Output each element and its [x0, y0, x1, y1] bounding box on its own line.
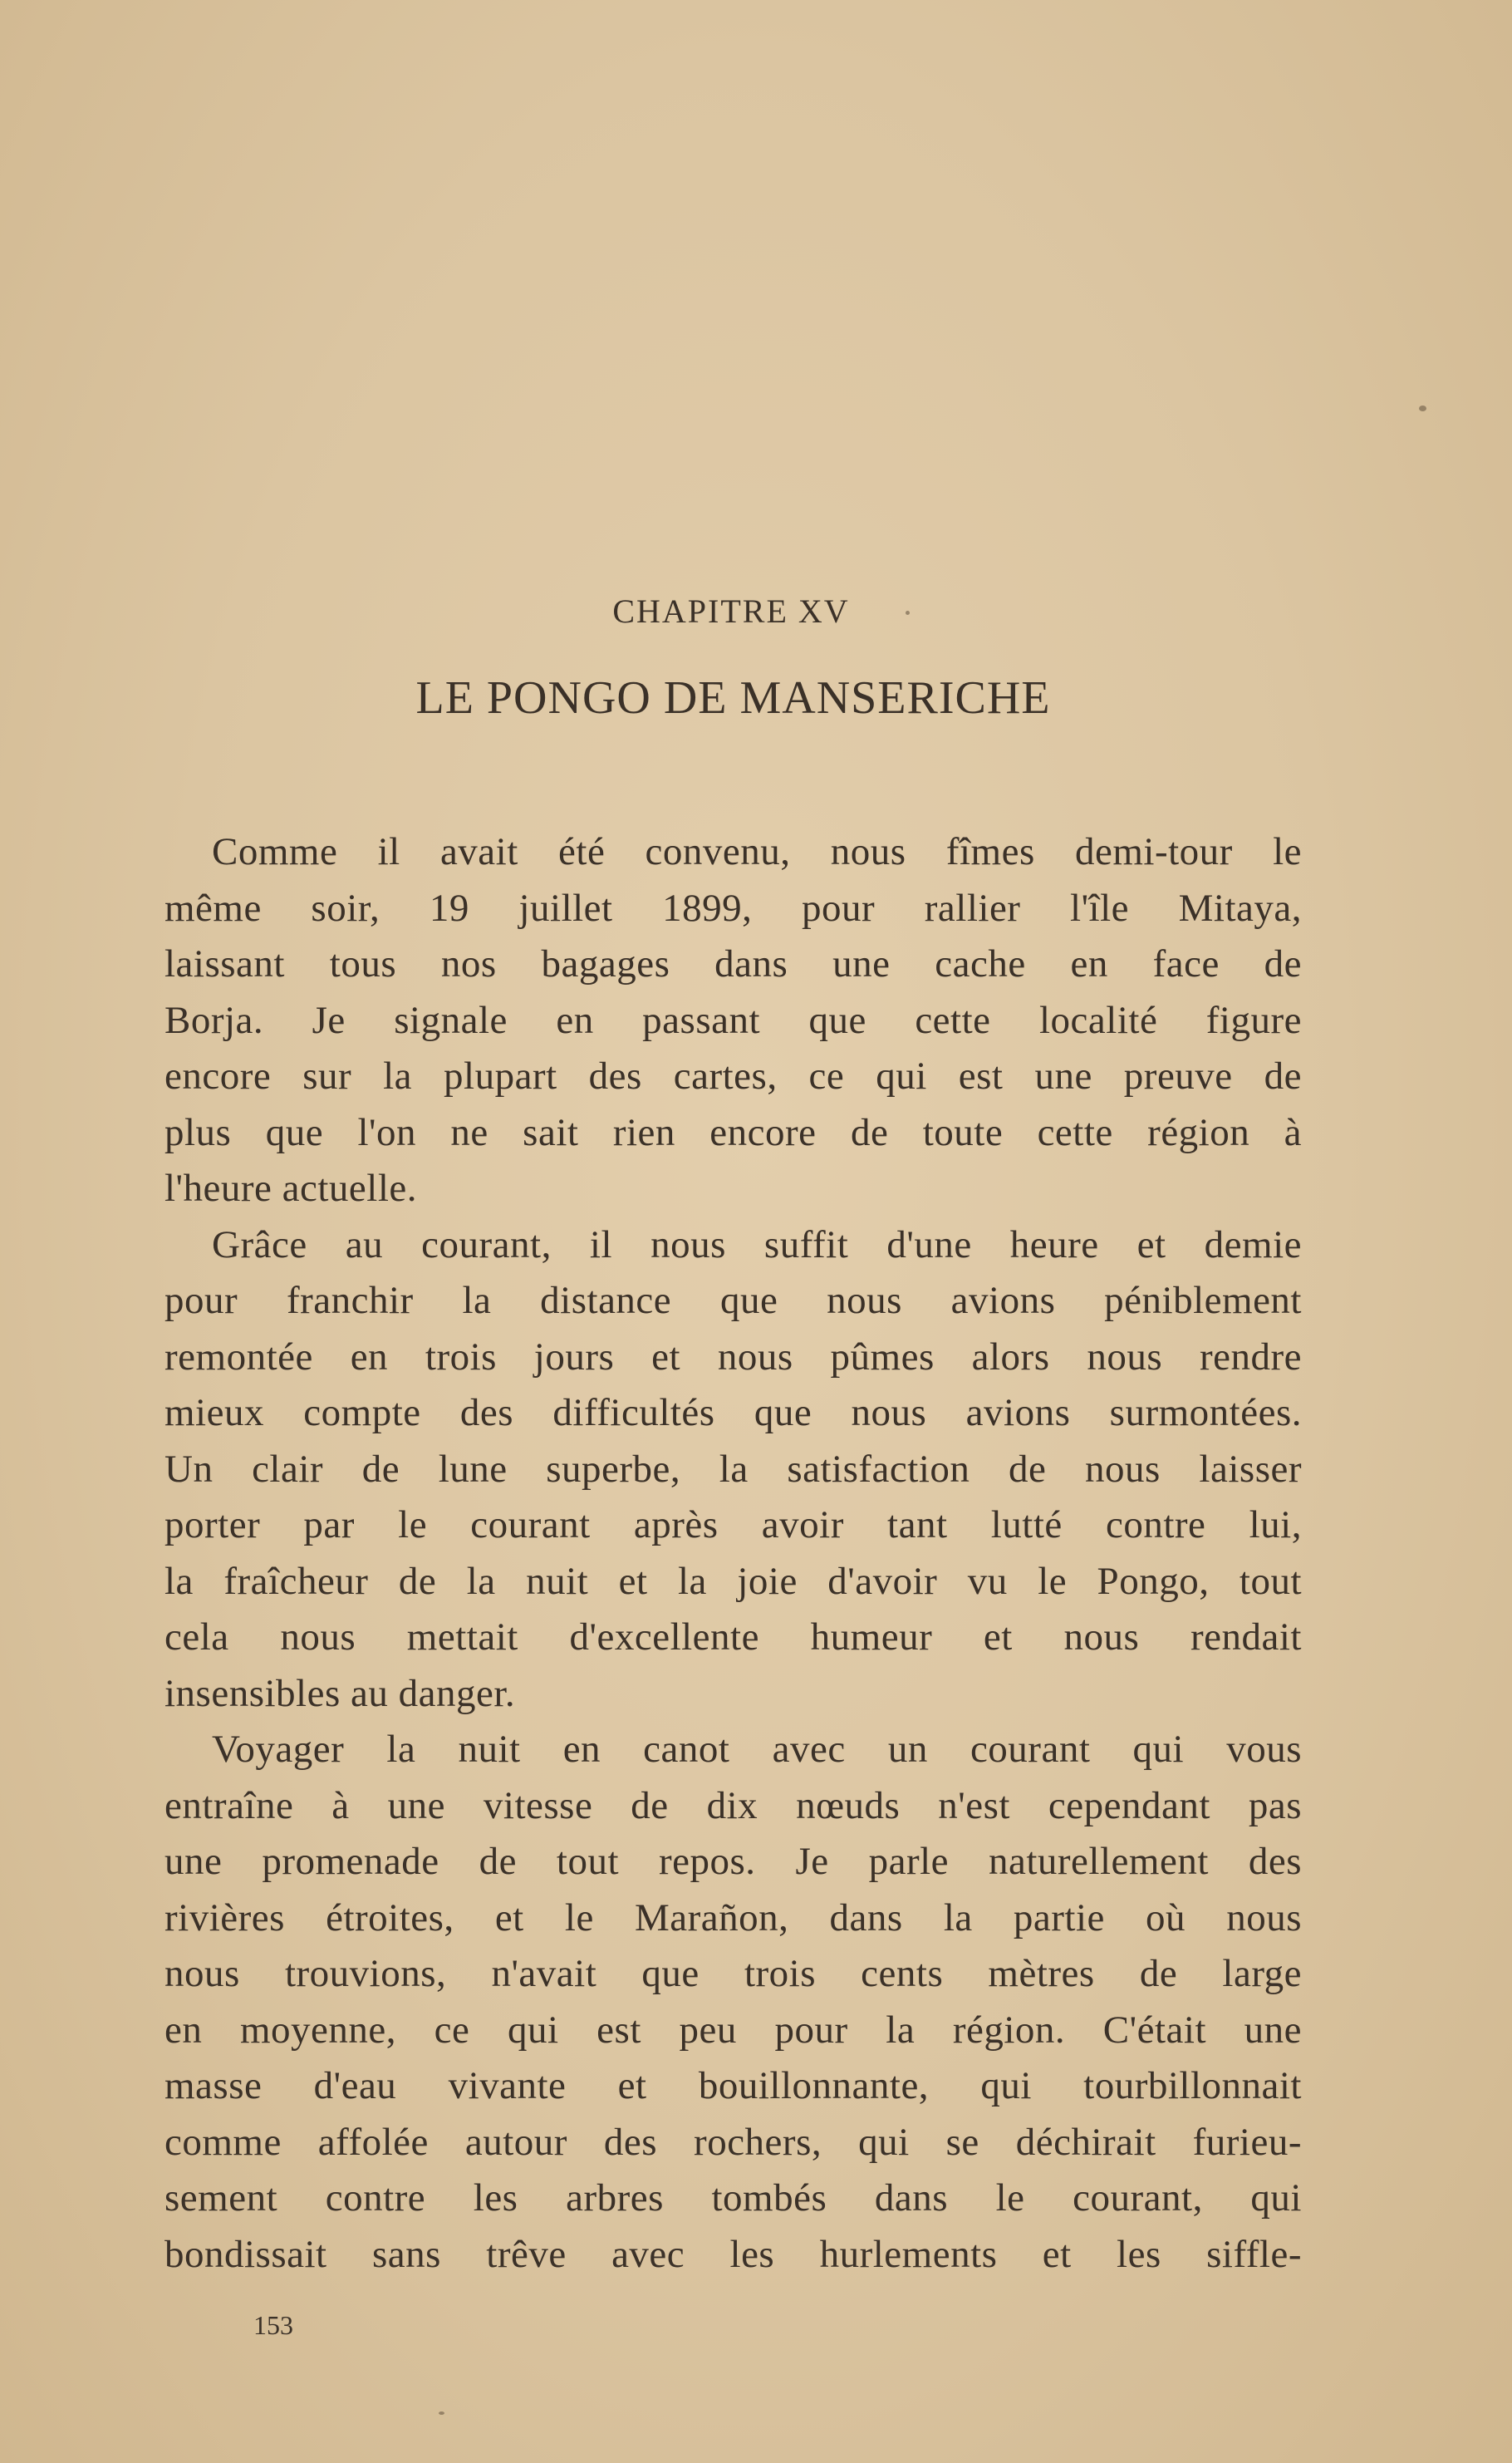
paper-speck [906, 611, 910, 615]
chapter-title: LE PONGO DE MANSERICHE [415, 672, 1051, 724]
body-text [164, 824, 1302, 2283]
text-line: Un clair de lune superbe, la satisfaction de nous laisser [164, 1447, 1302, 1491]
text-line: cela nous mettait d'excellente humeur et nous rendait [164, 1615, 1302, 1659]
text-line: remontée en trois jours et nous pûmes alors nous rendre [164, 1335, 1302, 1379]
paragraph-2 [164, 1217, 1302, 1723]
text-line: Grâce au courant, il nous suffit d'une heure et demie [212, 1222, 1302, 1266]
text-line: l'heure actuelle. [164, 1167, 418, 1210]
text-line: Comme il avait été convenu, nous fîmes demi-tour le [212, 830, 1302, 873]
paper-speck [439, 2411, 444, 2415]
paragraph-3 [164, 1722, 1302, 2283]
text-line: bondissait sans trêve avec les hurlements et les siffle- [164, 2232, 1302, 2276]
text-line: plus que l'on ne sait rien encore de toute cette région à [164, 1110, 1302, 1154]
text-line: comme affolée autour des rochers, qui se déchirait furieu- [164, 2120, 1302, 2164]
text-line: Borja. Je signale en passant que cette localité figure [164, 998, 1302, 1042]
text-line: encore sur la plupart des cartes, ce qui est une preuve de [164, 1055, 1302, 1098]
text-line: pour franchir la distance que nous avions péniblement [164, 1279, 1302, 1322]
text-line: une promenade de tout repos. Je parle naturellement des [164, 1840, 1302, 1883]
text-line: masse d'eau vivante et bouillonnante, qui tourbillonnait [164, 2064, 1302, 2107]
paper-speck [1419, 406, 1426, 411]
text-line: entraîne à une vitesse de dix nœuds n'est cependant pas [164, 1783, 1302, 1827]
text-line: laissant tous nos bagages dans une cache en face de [164, 942, 1302, 986]
text-line: insensibles au danger. [164, 1671, 516, 1715]
text-line: porter par le courant après avoir tant lutté contre lui, [164, 1503, 1302, 1546]
text-line: sement contre les arbres tombés dans le courant, qui [164, 2176, 1302, 2220]
text-line: en moyenne, ce qui est peu pour la région. C'était une [164, 2008, 1302, 2052]
page-number: 153 [253, 2310, 293, 2340]
paragraph-1 [164, 824, 1302, 1217]
text-line: nous trouvions, n'avait que trois cents mètres de large [164, 1952, 1302, 1995]
text-line: rivières étroites, et le Marañon, dans la partie où nous [164, 1895, 1302, 1939]
text-line: la fraîcheur de la nuit et la joie d'avoir vu le Pongo, tout [164, 1559, 1302, 1603]
chapter-label: CHAPITRE XV [612, 592, 850, 630]
text-line: Voyager la nuit en canot avec un courant qui vous [212, 1728, 1302, 1771]
text-line: même soir, 19 juillet 1899, pour rallier l'île Mitaya, [164, 886, 1302, 930]
text-line: mieux compte des difficultés que nous avions surmontées. [164, 1391, 1302, 1434]
